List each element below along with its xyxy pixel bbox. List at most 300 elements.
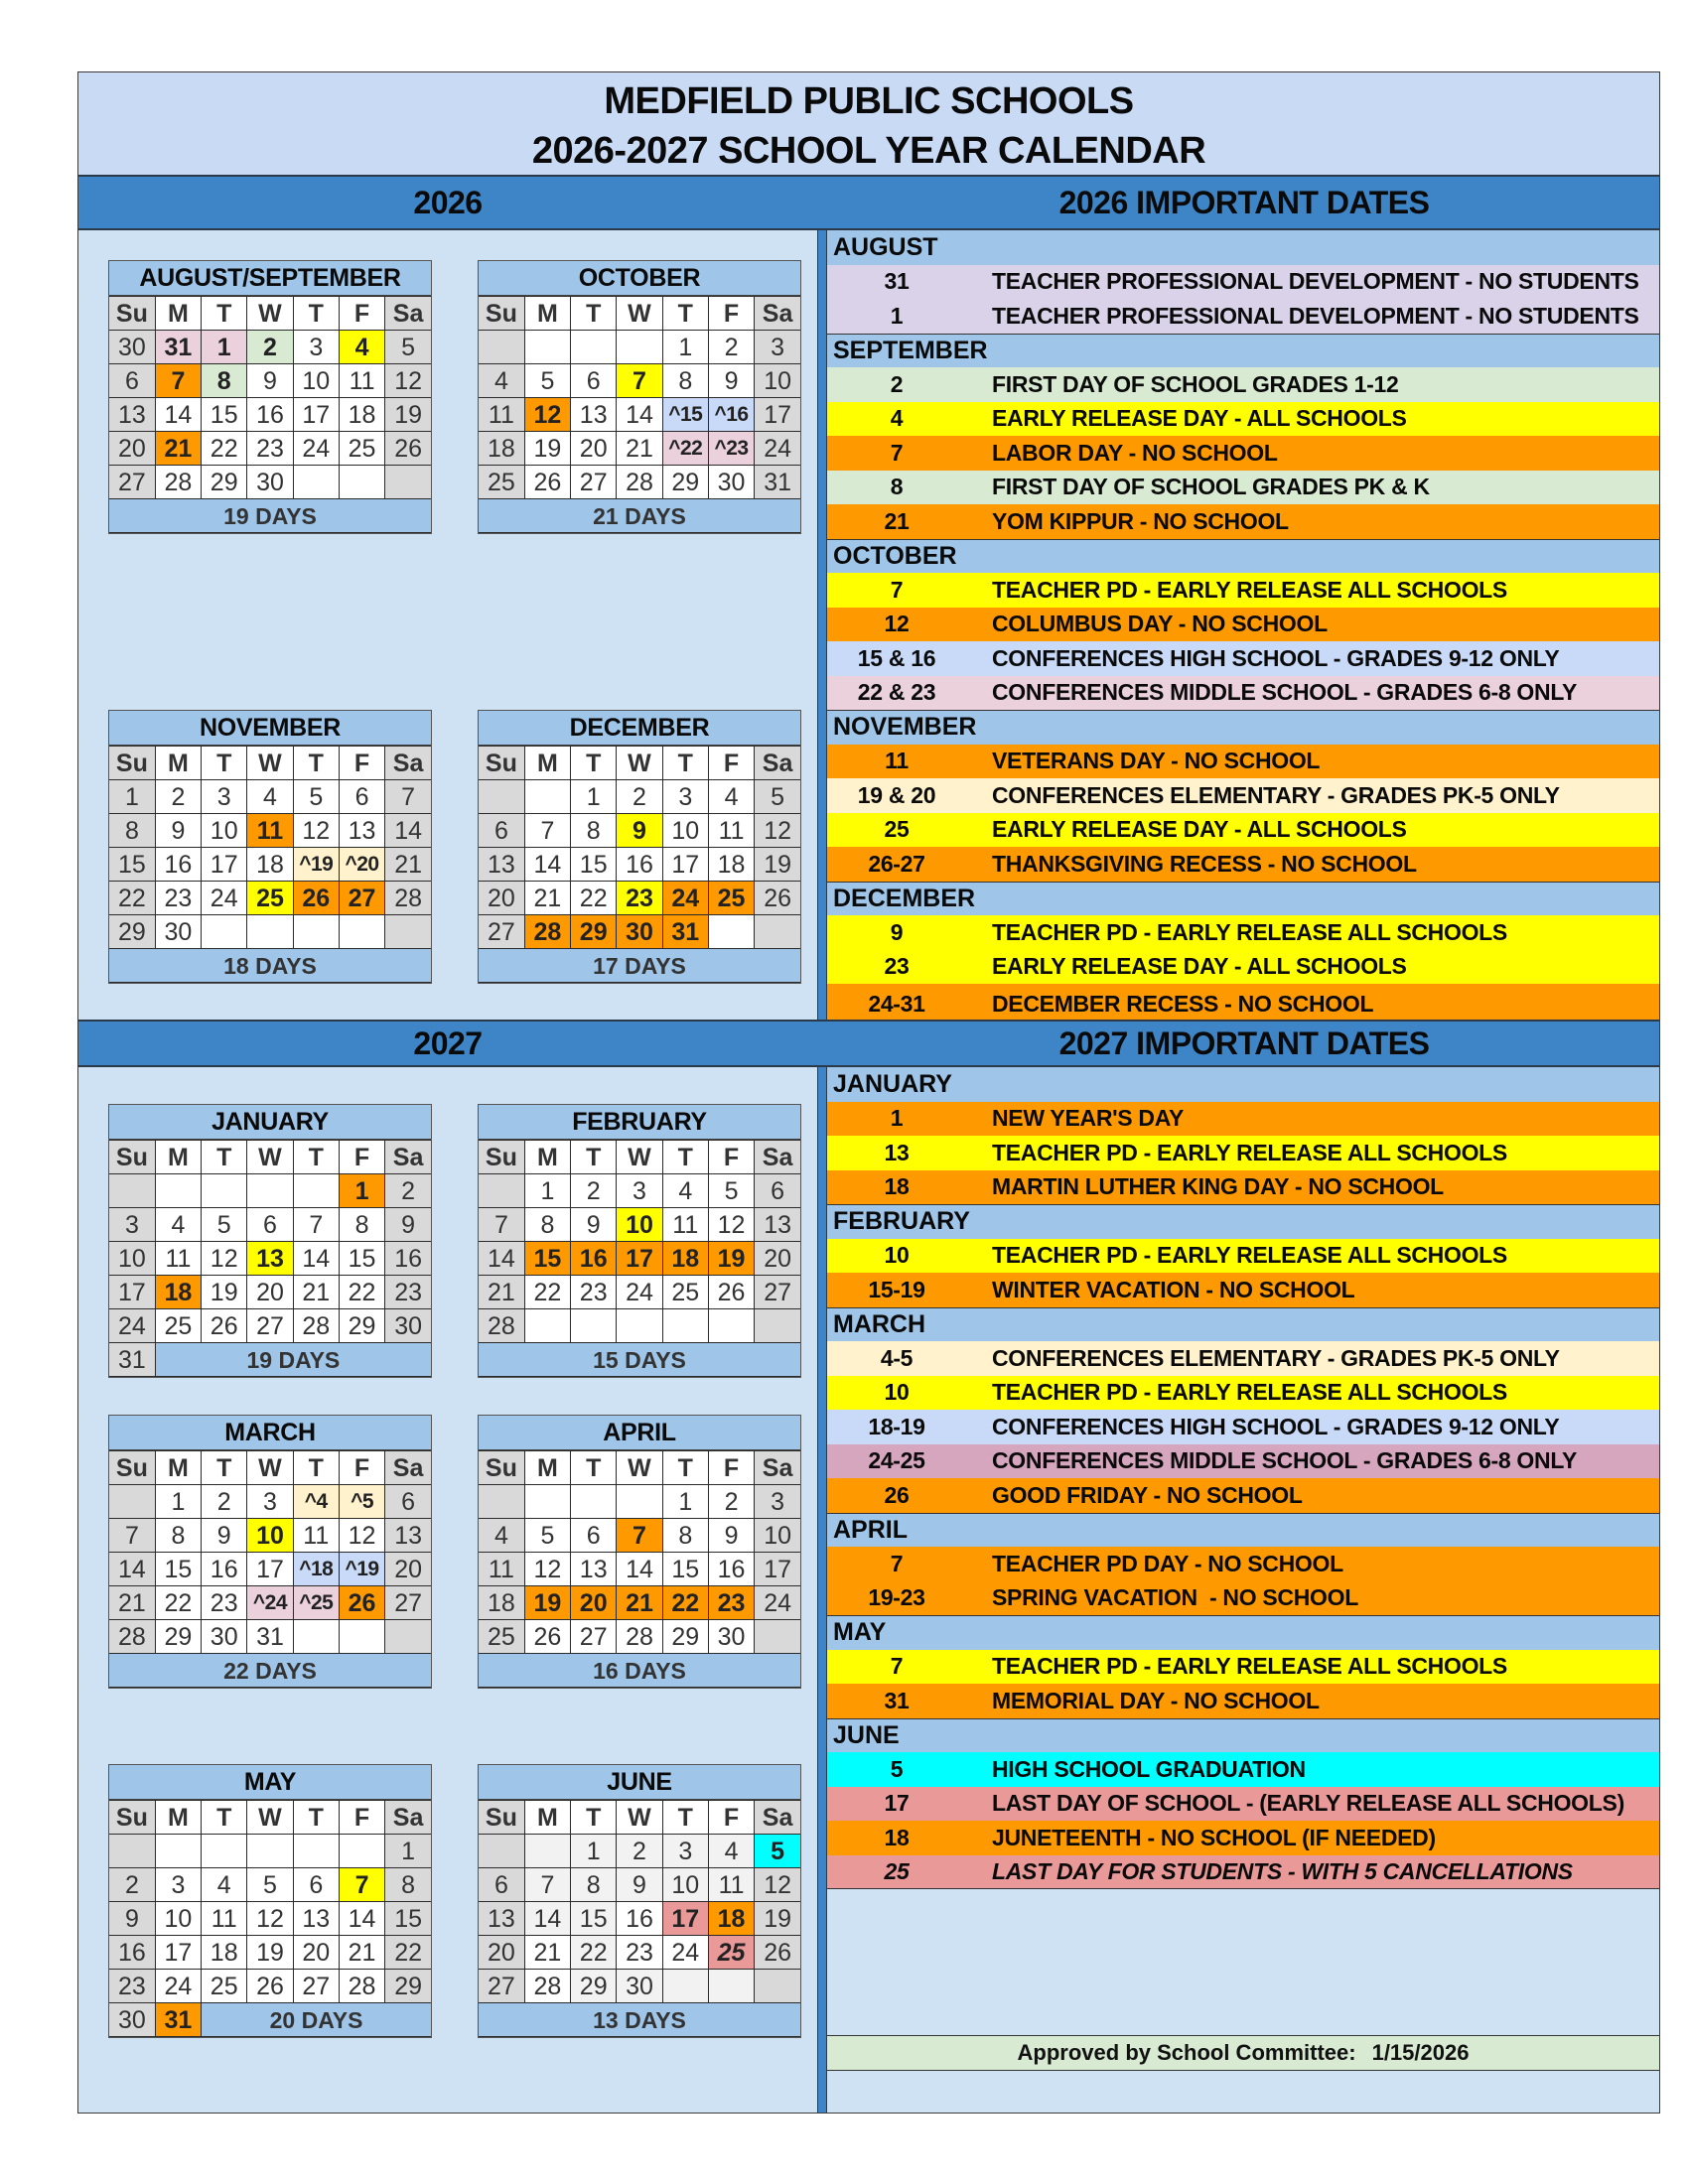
date-item bbox=[827, 436, 1659, 471]
school-days-count: 15 DAYS bbox=[479, 1343, 800, 1377]
date-item bbox=[827, 265, 1659, 300]
weekday-label: M bbox=[155, 297, 201, 331]
description: CONFERENCES HIGH SCHOOL - GRADES 9-12 ONLY bbox=[992, 644, 1560, 671]
weekday-label: T bbox=[571, 1141, 617, 1174]
day-cell bbox=[385, 466, 431, 499]
year-heading-2026: 2026 bbox=[413, 184, 483, 220]
day-cell: 14 bbox=[479, 1242, 524, 1276]
weekday-label: M bbox=[524, 1141, 570, 1174]
day-cell: 29 bbox=[155, 1620, 201, 1654]
month-title: JANUARY bbox=[109, 1105, 431, 1140]
day-cell: 15 bbox=[339, 1242, 384, 1276]
day-cell bbox=[755, 1309, 800, 1343]
school-days-count: 17 DAYS bbox=[479, 949, 800, 983]
weekday-label: T bbox=[293, 1451, 339, 1485]
day-cell: 19 bbox=[524, 432, 570, 466]
day-cell: 5 bbox=[524, 1519, 570, 1553]
day-cell: 13 bbox=[479, 1902, 524, 1936]
day-cell: 27 bbox=[109, 466, 155, 499]
date: 18-19 bbox=[868, 1413, 925, 1439]
date: 11 bbox=[885, 748, 909, 774]
weekday-label: Sa bbox=[755, 1141, 800, 1174]
day-cell: 29 bbox=[662, 466, 708, 499]
day-cell: 12 bbox=[755, 1868, 800, 1902]
day-cell: 6 bbox=[755, 1174, 800, 1208]
weekday-label: Sa bbox=[385, 297, 431, 331]
day-cell bbox=[293, 1620, 339, 1654]
weekday-label: W bbox=[247, 1141, 293, 1174]
description: MEMORIAL DAY - NO SCHOOL bbox=[992, 1687, 1320, 1713]
day-cell: 9 bbox=[708, 364, 754, 398]
day-cell: 24 bbox=[109, 1309, 155, 1343]
day-cell: 15 bbox=[662, 1553, 708, 1586]
day-cell: 3 bbox=[755, 331, 800, 364]
description: HIGH SCHOOL GRADUATION bbox=[992, 1755, 1306, 1782]
date-item bbox=[827, 813, 1659, 848]
description: VETERANS DAY - NO SCHOOL bbox=[992, 748, 1321, 774]
day-cell: 29 bbox=[571, 1970, 617, 2003]
day-cell: 30 bbox=[617, 1970, 662, 2003]
weekday-label: T bbox=[293, 1801, 339, 1835]
day-cell: 9 bbox=[247, 364, 293, 398]
day-cell: 22 bbox=[155, 1586, 201, 1620]
weekday-label: T bbox=[293, 747, 339, 780]
day-cell: 28 bbox=[339, 1970, 384, 2003]
school-days-count: 19 DAYS bbox=[155, 1343, 431, 1377]
weekday-label: F bbox=[339, 1141, 384, 1174]
day-cell: 20 bbox=[479, 1936, 524, 1970]
day-cell bbox=[662, 1309, 708, 1343]
day-cell-no-school: 30 bbox=[617, 915, 662, 949]
day-cell: 9 bbox=[617, 1868, 662, 1902]
date-item bbox=[827, 1136, 1659, 1170]
month-calendar-january bbox=[108, 1104, 432, 1378]
description: NEW YEAR'S DAY bbox=[992, 1105, 1184, 1132]
day-cell: 22 bbox=[571, 882, 617, 915]
day-cell: 4 bbox=[708, 780, 754, 814]
day-cell: 27 bbox=[571, 466, 617, 499]
day-cell: 2 bbox=[202, 1485, 247, 1519]
date: 9 bbox=[890, 918, 904, 945]
month-calendar-february bbox=[478, 1104, 801, 1378]
day-cell: 27 bbox=[571, 1620, 617, 1654]
day-cell bbox=[617, 331, 662, 364]
day-cell: 1 bbox=[571, 1835, 617, 1868]
day-cell-early-release: 4 bbox=[339, 331, 384, 364]
weekday-label: W bbox=[617, 297, 662, 331]
day-cell: 21 bbox=[479, 1276, 524, 1309]
date: 7 bbox=[890, 1653, 904, 1680]
day-cell: 11 bbox=[155, 1242, 201, 1276]
weekday-label: M bbox=[155, 1801, 201, 1835]
description: GOOD FRIDAY - NO SCHOOL bbox=[992, 1481, 1303, 1508]
month-heading: NOVEMBER bbox=[827, 710, 1659, 745]
day-cell: 13 bbox=[109, 398, 155, 432]
day-cell: 6 bbox=[385, 1485, 431, 1519]
day-cell: 11 bbox=[202, 1902, 247, 1936]
school-days-count: 19 DAYS bbox=[109, 499, 431, 533]
day-cell-no-school: 15 bbox=[524, 1242, 570, 1276]
day-cell: 21 bbox=[524, 882, 570, 915]
date-item bbox=[827, 1650, 1659, 1685]
day-cell: 7 bbox=[385, 780, 431, 814]
date-item bbox=[827, 1547, 1659, 1581]
day-cell: 8 bbox=[109, 814, 155, 848]
day-cell: 3 bbox=[662, 1835, 708, 1868]
date-item bbox=[827, 745, 1659, 779]
weekday-label: Su bbox=[109, 1141, 155, 1174]
day-cell: 3 bbox=[109, 1208, 155, 1242]
day-cell: 25 bbox=[155, 1309, 201, 1343]
day-cell bbox=[385, 1620, 431, 1654]
date: 4-5 bbox=[880, 1344, 914, 1371]
day-cell: 6 bbox=[571, 364, 617, 398]
calendar-title: 2026-2027 SCHOOL YEAR CALENDAR bbox=[531, 130, 1206, 172]
day-cell: 19 bbox=[385, 398, 431, 432]
date-item bbox=[827, 1581, 1659, 1616]
day-cell: 4 bbox=[155, 1208, 201, 1242]
day-cell: 4 bbox=[202, 1868, 247, 1902]
day-cell bbox=[524, 1835, 570, 1868]
day-cell: 1 bbox=[662, 331, 708, 364]
calendar-grid-2026 bbox=[78, 230, 817, 1020]
day-cell: 19 bbox=[202, 1276, 247, 1309]
day-cell: 20 bbox=[755, 1242, 800, 1276]
weekday-label: F bbox=[708, 1141, 754, 1174]
day-cell: 1 bbox=[662, 1485, 708, 1519]
date: 19 & 20 bbox=[857, 781, 936, 808]
weekday-label: W bbox=[617, 1451, 662, 1485]
day-cell: 24 bbox=[293, 432, 339, 466]
weekday-label: Sa bbox=[385, 747, 431, 780]
day-cell-first-day: 8 bbox=[202, 364, 247, 398]
school-days-count: 21 DAYS bbox=[479, 499, 800, 533]
day-cell: 1 bbox=[385, 1835, 431, 1868]
day-cell: 5 bbox=[385, 331, 431, 364]
day-cell: 23 bbox=[247, 432, 293, 466]
day-cell: 25 bbox=[202, 1970, 247, 2003]
day-cell-conference: ^16 bbox=[708, 398, 754, 432]
year-band-2026 bbox=[78, 177, 1659, 230]
description: LAST DAY OF SCHOOL - (EARLY RELEASE ALL SCHOOLS) bbox=[992, 1790, 1624, 1817]
day-cell: 23 bbox=[155, 882, 201, 915]
day-cell bbox=[479, 1485, 524, 1519]
day-cell: 14 bbox=[155, 398, 201, 432]
day-cell: 22 bbox=[385, 1936, 431, 1970]
day-cell: 24 bbox=[617, 1276, 662, 1309]
date: 13 bbox=[884, 1139, 910, 1165]
weekday-label: Sa bbox=[385, 1801, 431, 1835]
date-item bbox=[827, 1787, 1659, 1822]
day-cell-no-school: 18 bbox=[155, 1276, 201, 1309]
day-cell-no-school: 16 bbox=[571, 1242, 617, 1276]
day-cell: 30 bbox=[109, 331, 155, 364]
day-cell: 23 bbox=[571, 1276, 617, 1309]
important-dates-list-2026 bbox=[827, 230, 1659, 1024]
description: TEACHER PD - EARLY RELEASE ALL SCHOOLS bbox=[992, 1653, 1507, 1680]
day-cell: 10 bbox=[755, 1519, 800, 1553]
weekday-label: W bbox=[247, 1451, 293, 1485]
day-cell: 21 bbox=[293, 1276, 339, 1309]
day-cell: 11 bbox=[708, 1868, 754, 1902]
school-days-count: 16 DAYS bbox=[479, 1654, 800, 1688]
day-cell: 30 bbox=[247, 466, 293, 499]
day-cell bbox=[524, 331, 570, 364]
weekday-label: F bbox=[708, 297, 754, 331]
day-cell: 16 bbox=[617, 1902, 662, 1936]
day-cell: 16 bbox=[617, 848, 662, 882]
day-cell bbox=[339, 466, 384, 499]
day-cell-early-release: 25 bbox=[247, 882, 293, 915]
day-cell: 15 bbox=[385, 1902, 431, 1936]
day-cell: 13 bbox=[293, 1902, 339, 1936]
day-cell: 30 bbox=[708, 466, 754, 499]
weekday-label: Sa bbox=[385, 1451, 431, 1485]
day-cell: 10 bbox=[293, 364, 339, 398]
day-cell: 28 bbox=[617, 466, 662, 499]
day-cell: 27 bbox=[247, 1309, 293, 1343]
date-item bbox=[827, 1170, 1659, 1205]
weekday-label: T bbox=[202, 1451, 247, 1485]
important-dates-2026 bbox=[827, 230, 1659, 1020]
day-cell: 12 bbox=[524, 1553, 570, 1586]
day-cell bbox=[202, 915, 247, 949]
date: 15-19 bbox=[868, 1276, 925, 1302]
date: 10 bbox=[884, 1242, 910, 1269]
day-cell-early-release: 7 bbox=[617, 364, 662, 398]
day-cell: 2 bbox=[571, 1174, 617, 1208]
weekday-label: M bbox=[524, 1451, 570, 1485]
day-cell: 8 bbox=[662, 364, 708, 398]
description: WINTER VACATION - NO SCHOOL bbox=[992, 1276, 1355, 1302]
day-cell: 15 bbox=[202, 398, 247, 432]
day-cell: 26 bbox=[202, 1309, 247, 1343]
day-cell: 5 bbox=[202, 1208, 247, 1242]
date: 4 bbox=[890, 405, 904, 432]
weekday-label: T bbox=[293, 1141, 339, 1174]
description: COLUMBUS DAY - NO SCHOOL bbox=[992, 611, 1328, 637]
day-cell: 18 bbox=[339, 398, 384, 432]
day-cell: 2 bbox=[109, 1868, 155, 1902]
day-cell-conference: ^20 bbox=[339, 848, 384, 882]
day-cell: 19 bbox=[247, 1936, 293, 1970]
day-cell-graduation: 5 bbox=[755, 1835, 800, 1868]
day-cell bbox=[293, 1174, 339, 1208]
month-title: JUNE bbox=[479, 1765, 800, 1800]
month-heading: APRIL bbox=[827, 1513, 1659, 1548]
day-cell bbox=[293, 466, 339, 499]
day-cell: 9 bbox=[155, 814, 201, 848]
day-cell: 30 bbox=[155, 915, 201, 949]
month-calendar-october bbox=[478, 260, 801, 534]
day-cell: 22 bbox=[524, 1276, 570, 1309]
day-cell: 28 bbox=[617, 1620, 662, 1654]
day-cell: 13 bbox=[385, 1519, 431, 1553]
day-cell: 25 bbox=[479, 466, 524, 499]
day-cell bbox=[708, 1970, 754, 2003]
description: EARLY RELEASE DAY - ALL SCHOOLS bbox=[992, 405, 1407, 432]
day-cell: 22 bbox=[571, 1936, 617, 1970]
day-cell: 5 bbox=[524, 364, 570, 398]
day-cell bbox=[109, 1174, 155, 1208]
day-cell: 11 bbox=[479, 398, 524, 432]
day-cell-no-school: 26 bbox=[339, 1586, 384, 1620]
weekday-label: M bbox=[524, 747, 570, 780]
day-cell: 18 bbox=[708, 848, 754, 882]
day-cell: 17 bbox=[247, 1553, 293, 1586]
school-days-count: 22 DAYS bbox=[109, 1654, 431, 1688]
day-cell: 16 bbox=[155, 848, 201, 882]
day-cell: 12 bbox=[339, 1519, 384, 1553]
day-cell: 27 bbox=[755, 1276, 800, 1309]
month-heading: OCTOBER bbox=[827, 539, 1659, 574]
day-cell bbox=[662, 1970, 708, 2003]
day-cell: 1 bbox=[571, 780, 617, 814]
day-cell: 4 bbox=[479, 364, 524, 398]
month-heading: SEPTEMBER bbox=[827, 334, 1659, 368]
day-cell-no-school: 24 bbox=[662, 882, 708, 915]
description: SPRING VACATION - NO SCHOOL bbox=[992, 1584, 1358, 1611]
weekday-label: T bbox=[571, 1801, 617, 1835]
day-cell: 25 bbox=[339, 432, 384, 466]
description: TEACHER PROFESSIONAL DEVELOPMENT - NO STUDENTS bbox=[992, 268, 1639, 295]
weekday-label: T bbox=[571, 297, 617, 331]
description: TEACHER PROFESSIONAL DEVELOPMENT - NO STUDENTS bbox=[992, 302, 1639, 329]
approval-label: Approved by School Committee: bbox=[1017, 2040, 1356, 2065]
day-cell: 20 bbox=[247, 1276, 293, 1309]
day-cell: 10 bbox=[155, 1902, 201, 1936]
day-cell: 11 bbox=[662, 1208, 708, 1242]
day-cell bbox=[479, 1174, 524, 1208]
day-cell-no-school: 12 bbox=[524, 398, 570, 432]
day-cell: 14 bbox=[617, 1553, 662, 1586]
date-item bbox=[827, 1752, 1659, 1787]
day-cell: 7 bbox=[479, 1208, 524, 1242]
date-item bbox=[827, 778, 1659, 813]
day-cell: 18 bbox=[202, 1936, 247, 1970]
day-cell: 22 bbox=[109, 882, 155, 915]
month-heading: JANUARY bbox=[827, 1067, 1659, 1102]
day-cell: 16 bbox=[247, 398, 293, 432]
day-cell: 14 bbox=[524, 1902, 570, 1936]
weekday-label: Sa bbox=[755, 1451, 800, 1485]
day-cell bbox=[617, 1485, 662, 1519]
weekday-label: T bbox=[202, 1141, 247, 1174]
weekday-label: M bbox=[524, 297, 570, 331]
date: 1 bbox=[890, 302, 904, 329]
description: CONFERENCES HIGH SCHOOL - GRADES 9-12 ONLY bbox=[992, 1413, 1560, 1439]
weekday-label: W bbox=[617, 1141, 662, 1174]
day-cell: 17 bbox=[109, 1276, 155, 1309]
day-cell: 13 bbox=[755, 1208, 800, 1242]
day-cell: 15 bbox=[571, 848, 617, 882]
day-cell: 28 bbox=[385, 882, 431, 915]
day-cell: 8 bbox=[339, 1208, 384, 1242]
important-dates-2027 bbox=[827, 1067, 1659, 2113]
day-cell-no-school: 23 bbox=[708, 1586, 754, 1620]
description: TEACHER PD - EARLY RELEASE ALL SCHOOLS bbox=[992, 576, 1507, 603]
date: 25 bbox=[884, 1857, 910, 1884]
day-cell-no-school: 31 bbox=[662, 915, 708, 949]
day-cell: 20 bbox=[385, 1553, 431, 1586]
day-cell-teacher-pd: 31 bbox=[155, 331, 201, 364]
day-cell: 20 bbox=[571, 432, 617, 466]
day-cell bbox=[109, 1485, 155, 1519]
day-cell: 2 bbox=[385, 1174, 431, 1208]
weekday-label: T bbox=[662, 747, 708, 780]
day-cell: 15 bbox=[109, 848, 155, 882]
day-cell-no-school: 21 bbox=[155, 432, 201, 466]
day-cell: 3 bbox=[247, 1485, 293, 1519]
weekday-label: F bbox=[339, 1801, 384, 1835]
month-title: APRIL bbox=[479, 1416, 800, 1450]
day-cell: 16 bbox=[385, 1242, 431, 1276]
day-cell: 6 bbox=[339, 780, 384, 814]
day-cell: 15 bbox=[155, 1553, 201, 1586]
weekday-label: T bbox=[662, 1141, 708, 1174]
day-cell-early-release: 23 bbox=[617, 882, 662, 915]
day-cell-no-school: 27 bbox=[339, 882, 384, 915]
day-cell: 3 bbox=[617, 1174, 662, 1208]
day-cell: 14 bbox=[293, 1242, 339, 1276]
day-cell bbox=[708, 1309, 754, 1343]
month-title: FEBRUARY bbox=[479, 1105, 800, 1140]
day-cell-no-school: 17 bbox=[617, 1242, 662, 1276]
day-cell: 12 bbox=[247, 1902, 293, 1936]
day-cell bbox=[339, 1835, 384, 1868]
date-item bbox=[827, 608, 1659, 642]
description: CONFERENCES MIDDLE SCHOOL - GRADES 6-8 ONLY bbox=[992, 679, 1578, 706]
description: EARLY RELEASE DAY - ALL SCHOOLS bbox=[992, 953, 1407, 980]
date-item bbox=[827, 573, 1659, 608]
day-cell: 24 bbox=[662, 1936, 708, 1970]
date: 23 bbox=[884, 953, 910, 980]
month-title: NOVEMBER bbox=[109, 711, 431, 746]
day-cell bbox=[202, 1174, 247, 1208]
date: 8 bbox=[890, 474, 904, 500]
weekday-label: T bbox=[662, 1801, 708, 1835]
description: CONFERENCES MIDDLE SCHOOL - GRADES 6-8 ONLY bbox=[992, 1447, 1578, 1474]
weekday-label: Sa bbox=[755, 297, 800, 331]
day-cell: 2 bbox=[617, 780, 662, 814]
month-title: MARCH bbox=[109, 1416, 431, 1450]
date: 5 bbox=[890, 1755, 904, 1782]
day-cell-early-release: 10 bbox=[617, 1208, 662, 1242]
day-cell: 17 bbox=[293, 398, 339, 432]
approval-date: 1/15/2026 bbox=[1371, 2040, 1470, 2065]
day-cell: 27 bbox=[293, 1970, 339, 2003]
day-cell: 3 bbox=[662, 780, 708, 814]
day-cell-no-school: 19 bbox=[524, 1586, 570, 1620]
day-cell-conference: ^5 bbox=[339, 1485, 384, 1519]
date: 7 bbox=[890, 576, 904, 603]
day-cell: 12 bbox=[293, 814, 339, 848]
month-heading: MARCH bbox=[827, 1307, 1659, 1342]
description: JUNETEENTH - NO SCHOOL (IF NEEDED) bbox=[992, 1824, 1436, 1850]
description: THANKSGIVING RECESS - NO SCHOOL bbox=[992, 850, 1417, 877]
weekday-label: T bbox=[202, 297, 247, 331]
district-name: MEDFIELD PUBLIC SCHOOLS bbox=[604, 80, 1134, 122]
description: YOM KIPPUR - NO SCHOOL bbox=[992, 507, 1289, 534]
weekday-label: T bbox=[202, 747, 247, 780]
date-item bbox=[827, 1410, 1659, 1444]
description: TEACHER PD - EARLY RELEASE ALL SCHOOLS bbox=[992, 1379, 1507, 1406]
description: EARLY RELEASE DAY - ALL SCHOOLS bbox=[992, 816, 1407, 843]
day-cell: 6 bbox=[479, 1868, 524, 1902]
weekday-label: Su bbox=[479, 1141, 524, 1174]
date: 22 & 23 bbox=[857, 679, 936, 706]
day-cell bbox=[479, 331, 524, 364]
